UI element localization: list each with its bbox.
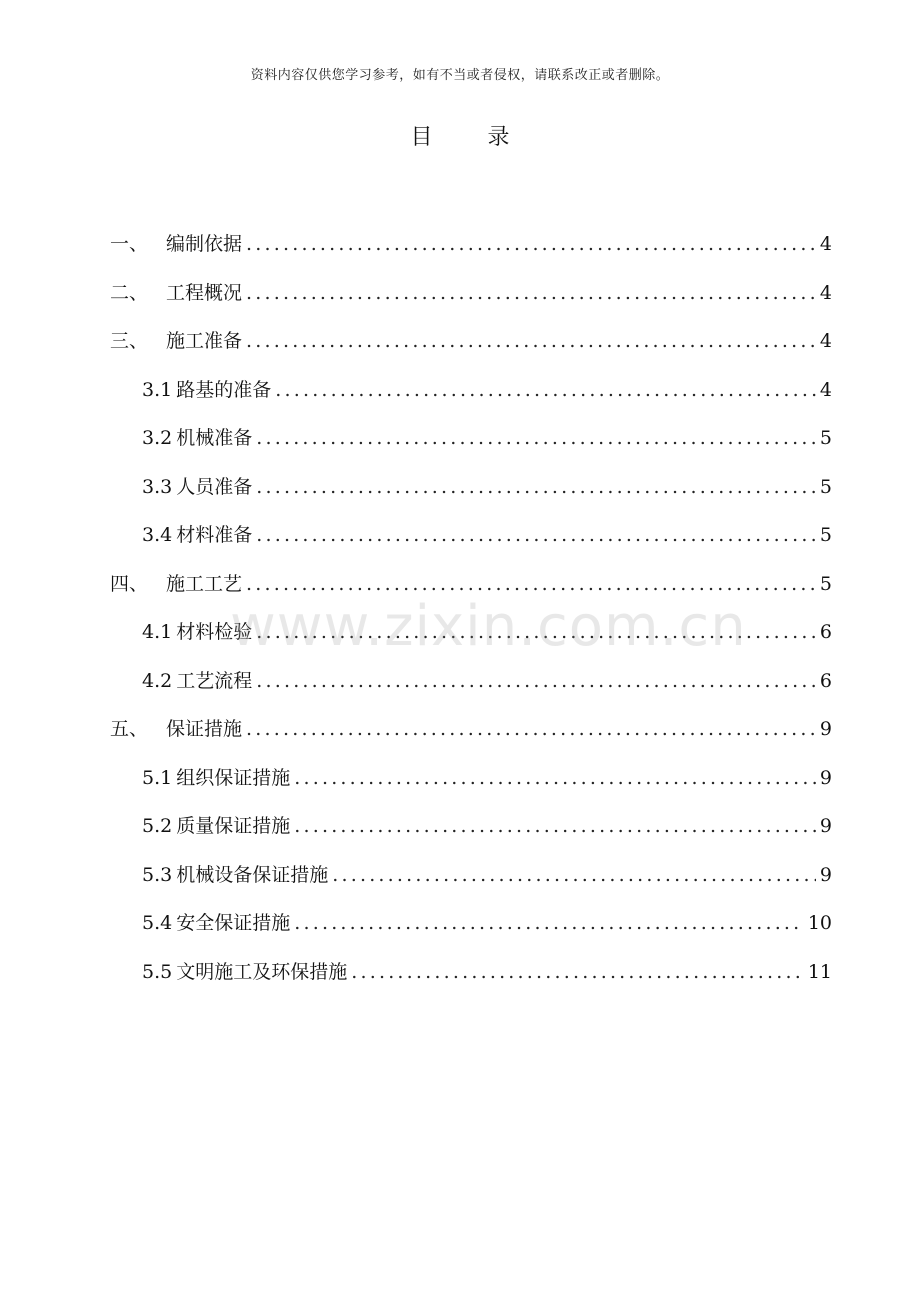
toc-entry[interactable] [110,372,832,421]
toc-entry[interactable] [110,517,832,566]
dot-leader [246,566,816,602]
toc-entry-page: 5 [819,524,832,546]
toc-entry[interactable] [110,711,832,760]
toc-entry[interactable] [110,469,832,518]
toc-entry-label: 人员准备 [176,475,253,498]
toc-entry-label: 机械设备保证措施 [176,863,329,886]
toc-entry-number: 三、 [110,330,149,352]
toc-entry[interactable] [110,323,832,372]
dot-leader [256,663,816,699]
toc-title: 目 录 [410,125,534,150]
toc-entry-label: 文明施工及环保措施 [176,960,348,983]
dot-leader [246,275,816,311]
toc-entry-page: 5 [819,572,832,595]
toc-entry-page: 5 [819,475,832,498]
toc-entry-label: 工艺流程 [176,669,253,692]
toc-entry-label: 施工工艺 [166,572,243,595]
toc-entry-number: 5.3 [142,863,173,886]
toc-entry-number: 二、 [110,281,149,304]
toc-entry-page: 6 [819,669,832,692]
toc-entry[interactable] [110,857,832,906]
watermark: www.zixin.com.cn [230,594,747,659]
toc-entry-number: 四、 [110,572,149,595]
dot-leader [256,517,816,553]
toc-entry[interactable] [110,275,832,324]
toc-entry-label: 材料检验 [176,621,253,643]
toc-entry[interactable] [110,420,832,469]
toc-entry-page: 9 [819,766,832,789]
toc-entry-number: 5.2 [142,815,173,837]
toc-entry-label: 组织保证措施 [176,766,291,789]
table-of-contents [110,226,832,1002]
dot-leader [246,226,816,262]
toc-entry[interactable] [110,226,832,275]
toc-entry-page: 4 [819,281,832,304]
toc-entry-number: 4.2 [142,669,173,692]
toc-entry-number: 5.4 [142,912,173,934]
toc-entry-page: 4 [819,233,832,255]
toc-entry-label: 编制依据 [166,233,243,255]
toc-entry-page: 9 [819,863,832,886]
toc-entry-label: 保证措施 [166,718,243,740]
toc-entry[interactable] [110,760,832,809]
toc-entry-number: 五、 [110,718,149,740]
disclaimer-header: 资料内容仅供您学习参考，如有不当或者侵权，请联系改正或者删除。 [250,68,670,83]
toc-entry-page: 4 [819,330,832,352]
dot-leader [275,372,816,408]
toc-entry-number: 5.5 [142,960,173,983]
toc-entry-page: 4 [819,378,832,401]
toc-entry-page: 9 [819,815,832,837]
toc-entry-label: 质量保证措施 [176,815,291,837]
toc-entry-label: 施工准备 [166,330,243,352]
toc-entry-number: 3.3 [142,475,173,498]
dot-leader [256,614,816,650]
toc-entry-page: 5 [819,427,832,449]
toc-entry-label: 机械准备 [176,427,253,449]
dot-leader [256,469,816,505]
toc-entry[interactable] [110,808,832,857]
toc-entry[interactable] [110,566,832,615]
toc-entry-label: 材料准备 [176,524,253,546]
toc-entry-number: 3.1 [142,378,173,401]
toc-entry-page: 10 [807,912,832,934]
toc-entry[interactable] [110,954,832,1003]
dot-leader [246,323,816,359]
toc-entry-number: 4.1 [142,621,173,643]
toc-entry-page: 6 [819,621,832,643]
toc-entry-number: 3.4 [142,524,173,546]
toc-entry-page: 9 [819,718,832,740]
dot-leader [246,711,816,747]
toc-entry-label: 路基的准备 [176,378,272,401]
dot-leader [332,857,816,893]
dot-leader [256,420,816,456]
dot-leader [351,954,804,990]
toc-entry-label: 安全保证措施 [176,912,291,934]
dot-leader [294,808,816,844]
toc-entry[interactable] [110,614,832,663]
dot-leader [294,905,804,941]
toc-entry[interactable] [110,663,832,712]
toc-entry-page: 11 [807,960,832,983]
dot-leader [294,760,816,796]
toc-entry-label: 工程概况 [166,281,243,304]
toc-entry-number: 一、 [110,233,149,255]
toc-entry-number: 3.2 [142,427,173,449]
toc-entry[interactable] [110,905,832,954]
toc-entry-number: 5.1 [142,766,173,789]
